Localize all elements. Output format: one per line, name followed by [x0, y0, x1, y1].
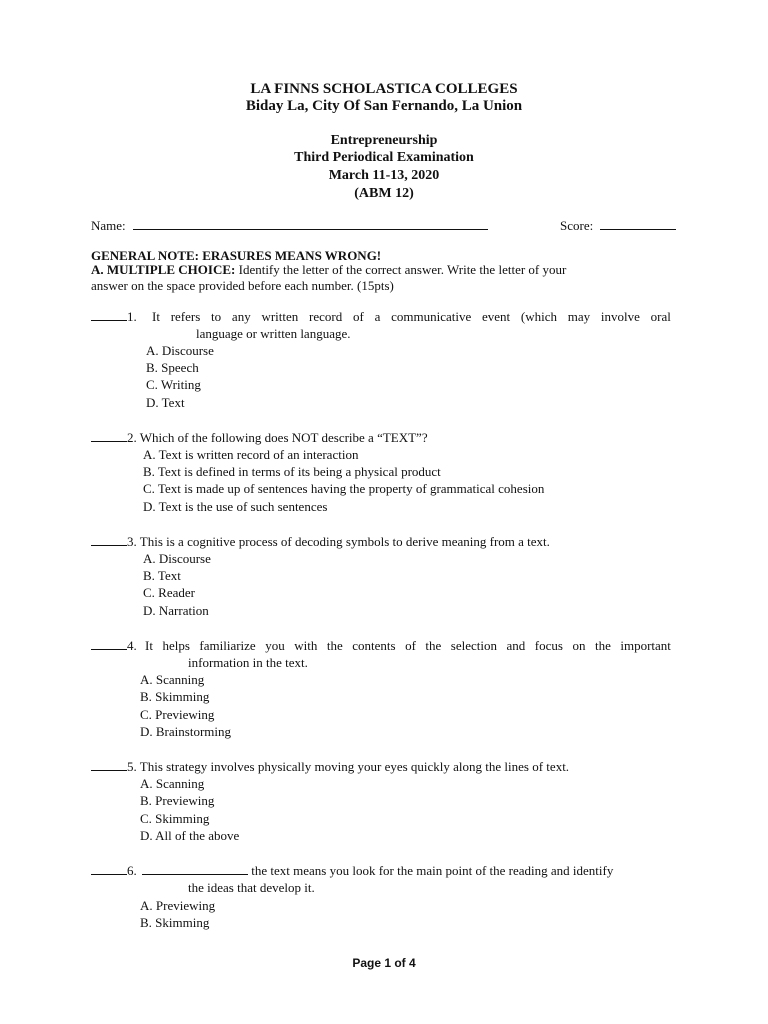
- question-number: 1.: [127, 309, 137, 324]
- word: (which: [520, 309, 558, 324]
- exam-date: March 11-13, 2020: [328, 168, 440, 183]
- name-blank[interactable]: [133, 228, 488, 230]
- question-4-stem: [91, 639, 137, 652]
- word: the: [326, 638, 343, 653]
- part-a-heading: A. MULTIPLE CHOICE:: [91, 262, 236, 277]
- question-5-choice-c: C. Skimming: [140, 811, 210, 826]
- word: with: [294, 638, 318, 653]
- question-5-choice-b: B. Previewing: [140, 793, 215, 808]
- name-label: Name:: [91, 218, 126, 233]
- answer-blank-2[interactable]: [91, 440, 127, 442]
- exam-title: Third Periodical Examination: [294, 150, 474, 165]
- score-field: [560, 219, 676, 232]
- question-6-fill-blank[interactable]: [142, 873, 248, 875]
- question-1-choice-a: A. Discourse: [146, 343, 214, 358]
- question-2-choice-c: C. Text is made up of sentences having the property of grammatical cohesion: [143, 481, 545, 496]
- question-4-line1: [145, 639, 671, 652]
- answer-blank-5[interactable]: [91, 769, 127, 771]
- word: and: [506, 638, 526, 653]
- question-number: 3.: [127, 534, 137, 549]
- exam-section: (ABM 12): [354, 186, 414, 201]
- question-1-stem: [91, 310, 137, 323]
- question-1-choice-c: C. Writing: [146, 377, 201, 392]
- word: written: [261, 309, 299, 324]
- question-number: 6.: [127, 863, 137, 878]
- school-name: LA FINNS SCHOLASTICA COLLEGES: [250, 81, 518, 97]
- word: to: [211, 309, 222, 324]
- question-1-line1: [152, 310, 671, 323]
- word: record: [309, 309, 343, 324]
- word: on: [572, 638, 586, 653]
- word: event: [482, 309, 511, 324]
- question-3-choice-a: A. Discourse: [143, 551, 211, 566]
- question-3-choice-d: D. Narration: [143, 603, 209, 618]
- name-field: [91, 219, 488, 232]
- general-note: GENERAL NOTE: ERASURES MEANS WRONG!: [91, 248, 382, 263]
- word: refers: [170, 309, 201, 324]
- question-2-choice-d: D. Text is the use of such sentences: [143, 499, 328, 514]
- word: oral: [650, 309, 671, 324]
- word: a: [374, 309, 381, 324]
- page-number: Page 1 of 4: [352, 956, 416, 970]
- question-1-line2: language or written language.: [196, 326, 351, 341]
- score-label: Score:: [560, 218, 594, 233]
- word: the: [425, 638, 442, 653]
- word: communicative: [391, 309, 472, 324]
- question-6-choice-b: B. Skimming: [140, 915, 210, 930]
- question-3-choice-c: C. Reader: [143, 585, 195, 600]
- word: of: [352, 309, 364, 324]
- question-5-choice-d: D. All of the above: [140, 828, 240, 843]
- question-text: This is a cognitive process of decoding symbols to derive meaning from a text.: [139, 534, 550, 549]
- part-a-instruction-1: Identify the letter of the correct answer. Write the letter of your: [238, 262, 567, 277]
- question-1-choice-b: B. Speech: [146, 360, 199, 375]
- question-4-choice-b: B. Skimming: [140, 689, 210, 704]
- part-a-instruction: [91, 263, 566, 276]
- answer-blank-4[interactable]: [91, 648, 127, 650]
- question-5-choice-a: A. Scanning: [140, 776, 205, 791]
- question-4-choice-c: C. Previewing: [140, 707, 215, 722]
- word: focus: [534, 638, 563, 653]
- score-blank[interactable]: [600, 228, 676, 230]
- school-address: Biday La, City Of San Fernando, La Union: [245, 98, 523, 114]
- question-4-choice-d: D. Brainstorming: [140, 724, 231, 739]
- word: you: [265, 638, 285, 653]
- answer-blank-1[interactable]: [91, 319, 127, 321]
- question-text: This strategy involves physically moving your eyes quickly along the lines of text.: [139, 759, 570, 774]
- word: selection: [450, 638, 498, 653]
- word: It: [145, 638, 153, 653]
- question-4-line2: information in the text.: [188, 655, 308, 670]
- question-2-choice-a: A. Text is written record of an interaction: [143, 447, 359, 462]
- question-6-choice-a: A. Previewing: [140, 898, 216, 913]
- answer-blank-3[interactable]: [91, 544, 127, 546]
- question-6-line2: the ideas that develop it.: [188, 880, 315, 895]
- question-1-choice-d: D. Text: [146, 395, 185, 410]
- question-3-choice-b: B. Text: [143, 568, 181, 583]
- word: the: [594, 638, 611, 653]
- question-text: Which of the following does NOT describe a “TEXT”?: [139, 430, 428, 445]
- word: important: [620, 638, 671, 653]
- part-a-instruction-2: answer on the space provided before each number. (15pts): [91, 278, 394, 293]
- word: contents: [352, 638, 396, 653]
- word: any: [231, 309, 251, 324]
- word: may: [567, 309, 591, 324]
- exam-subject: Entrepreneurship: [330, 133, 438, 148]
- question-2-stem: [91, 431, 428, 444]
- word: involve: [600, 309, 640, 324]
- question-3-stem: [91, 535, 550, 548]
- question-number: 2.: [127, 430, 137, 445]
- word: familiarize: [199, 638, 256, 653]
- word: of: [405, 638, 416, 653]
- answer-blank-6[interactable]: [91, 873, 127, 875]
- question-4-choice-a: A. Scanning: [140, 672, 205, 687]
- question-number: 5.: [127, 759, 137, 774]
- question-text: the text means you look for the main point of the reading and identify: [251, 863, 614, 878]
- word: It: [152, 309, 160, 324]
- question-5-stem: [91, 760, 569, 773]
- word: helps: [162, 638, 190, 653]
- question-number: 4.: [127, 638, 137, 653]
- question-6-stem: [91, 864, 613, 877]
- question-2-choice-b: B. Text is defined in terms of its being a physical product: [143, 464, 441, 479]
